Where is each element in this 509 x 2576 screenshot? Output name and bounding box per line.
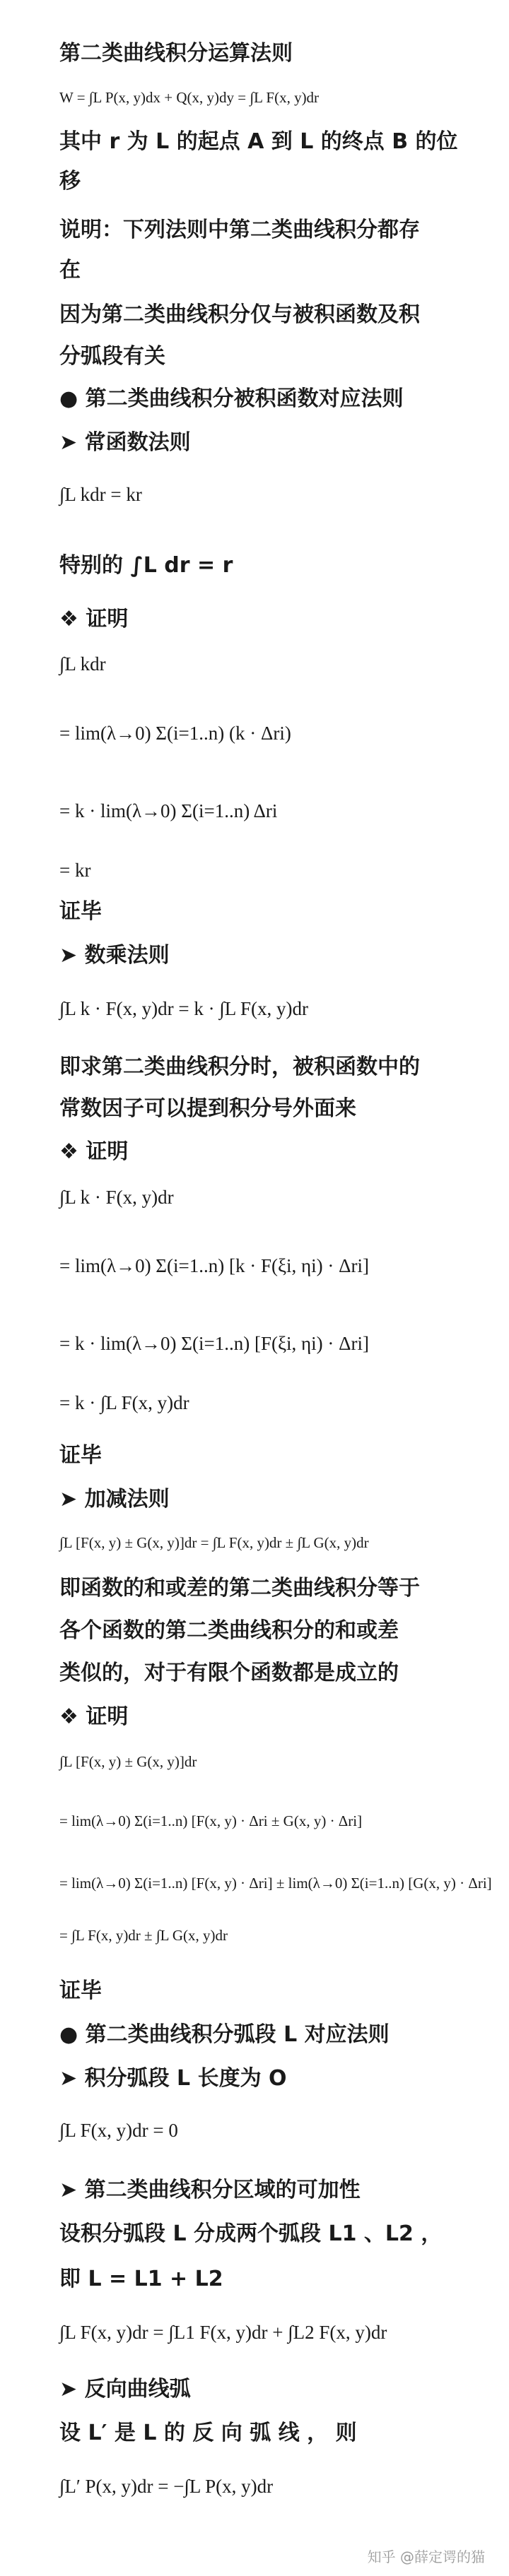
text-line: 证毕 [59,1978,102,2003]
text-line: 即 L = L1 + L2 [59,2267,223,2291]
text-line: ❖ 证明 [59,1139,129,1164]
text-line: ➤ 积分弧段 L 长度为 O [59,2066,287,2091]
text-line: 其中 r 为 L 的起点 A 到 L 的终点 B 的位 [59,129,458,154]
text-line: 设 L′ 是 L 的 反 向 弧 线 ， 则 [59,2421,357,2445]
text-line: ❖ 证明 [59,607,129,631]
formula-line: = k · ∫L F(x, y)dr [59,1392,189,1413]
formula-line: ∫L F(x, y)dr = ∫L1 F(x, y)dr + ∫L2 F(x, y)dr [59,2322,387,2343]
text-line: 证毕 [59,1443,102,1468]
text-line: ➤ 数乘法则 [59,943,170,968]
formula-line: ∫L kdr = kr [59,484,142,505]
formula-line: ∫L′ P(x, y)dr = −∫L P(x, y)dr [59,2476,274,2497]
formula-line: = lim(λ→0) Σ(i=1..n) [k · F(ξi, ηi) · Δri] [59,1255,369,1276]
formula-line: ∫L k · F(x, y)dr = k · ∫L F(x, y)dr [59,998,308,1019]
text-line: 证毕 [59,899,102,924]
text-line: 移 [59,169,81,194]
formula-line: ∫L [F(x, y) ± G(x, y)]dr = ∫L F(x, y)dr ± ∫L G(x, y)dr [59,1534,369,1551]
text-line: 在 [59,258,81,283]
text-line: ➤ 第二类曲线积分区域的可加性 [59,2178,361,2202]
text-line: 常数因子可以提到积分号外面来 [59,1096,356,1121]
text-line: ➤ 常函数法则 [59,430,191,455]
formula-line: ∫L k · F(x, y)dr [59,1187,174,1208]
formula-line: = k · lim(λ→0) Σ(i=1..n) [F(ξi, ηi) · Δri] [59,1333,369,1354]
formula-line: W = ∫L P(x, y)dx + Q(x, y)dy = ∫L F(x, y)dr [59,89,320,106]
formula-line: ∫L kdr [59,653,106,675]
text-line: 分弧段有关 [59,344,165,369]
text-line: 即求第二类曲线积分时，被积函数中的 [59,1055,420,1079]
text-line: 即函数的和或差的第二类曲线积分等于 [59,1576,420,1601]
text-line: 各个函数的第二类曲线积分的和或差 [59,1618,399,1643]
formula-line: = lim(λ→0) Σ(i=1..n) [F(x, y) · Δri ± G(x, y) · Δri] [59,1812,363,1829]
text-line: ➤ 加减法则 [59,1487,170,1512]
text-line: 说明：下列法则中第二类曲线积分都存 [59,218,420,242]
watermark: 知乎 @薛定谔的猫 [367,2548,485,2565]
text-line: ➤ 反向曲线弧 [59,2377,191,2402]
text-line: 特别的 ∫L dr = r [59,553,233,578]
text-line: ● 第二类曲线积分弧段 L 对应法则 [59,2022,390,2047]
text-line: 第二类曲线积分运算法则 [59,41,293,66]
text-line: ● 第二类曲线积分被积函数对应法则 [59,386,404,411]
text-line: 类似的，对于有限个函数都是成立的 [59,1661,399,1685]
formula-line: = lim(λ→0) Σ(i=1..n) [F(x, y) · Δri] ± lim(λ→0) Σ(i=1..n) [G(x, y) · Δri] [59,1875,492,1892]
text-line: ❖ 证明 [59,1704,129,1729]
text-line: 设积分弧段 L 分成两个弧段 L1 、L2 ， [59,2221,443,2246]
text-line: 因为第二类曲线积分仅与被积函数及积 [59,302,420,327]
formula-line: = k · lim(λ→0) Σ(i=1..n) Δri [59,800,278,821]
formula-line: ∫L [F(x, y) ± G(x, y)]dr [59,1753,197,1770]
formula-line: = lim(λ→0) Σ(i=1..n) (k · Δri) [59,723,291,744]
formula-line: = ∫L F(x, y)dr ± ∫L G(x, y)dr [59,1927,228,1944]
formula-line: ∫L F(x, y)dr = 0 [59,2120,178,2141]
formula-line: = kr [59,860,91,881]
